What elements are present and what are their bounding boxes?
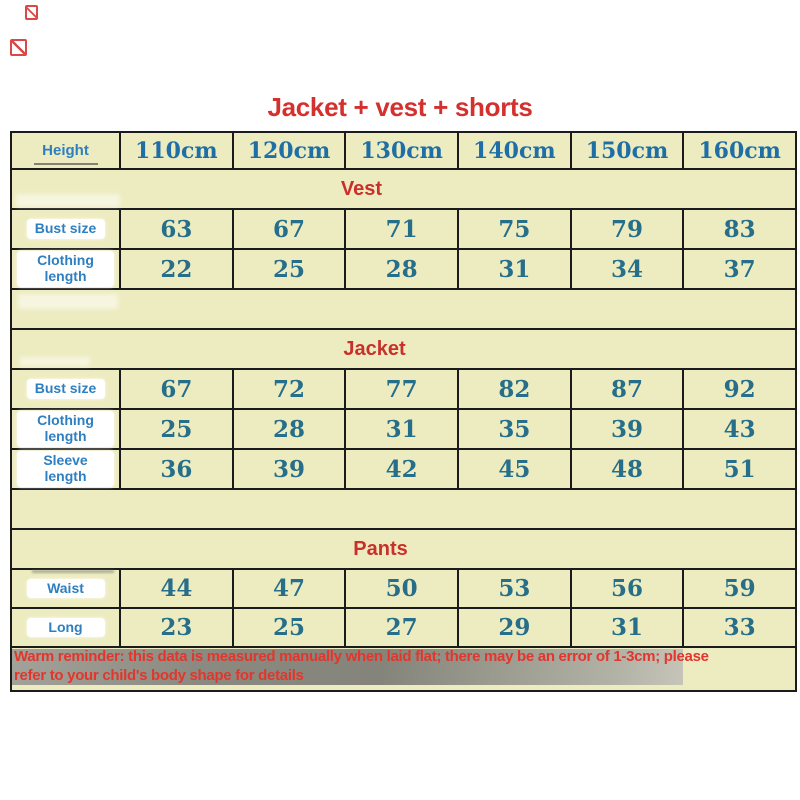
value-cell: 35	[457, 410, 570, 448]
value-cell: 37	[682, 250, 795, 288]
artifact-smudge	[16, 194, 120, 207]
value-cell: 47	[232, 570, 345, 607]
value-cell: 56	[570, 570, 683, 607]
disclaimer-row	[12, 648, 795, 689]
table-row	[12, 570, 795, 609]
section-row-vest	[12, 170, 795, 210]
value-cell: 42	[344, 450, 457, 488]
value-cell: 51	[682, 450, 795, 488]
artifact-smudge	[32, 570, 114, 573]
artifact-smudge	[20, 357, 90, 366]
table-row	[12, 410, 795, 450]
height-label: Height	[42, 142, 89, 159]
value-cell: 48	[570, 450, 683, 488]
value-cell: 25	[119, 410, 232, 448]
row-label: Sleeve length	[17, 451, 114, 486]
value-cell: 39	[232, 450, 345, 488]
table-row	[12, 210, 795, 250]
value-cell: 44	[119, 570, 232, 607]
section-title-pants: Pants	[353, 537, 408, 560]
spacer-row	[12, 290, 795, 330]
value-cell: 31	[344, 410, 457, 448]
size-column-header: 130cm	[344, 133, 457, 168]
table-row	[12, 450, 795, 490]
row-label: Bust size	[27, 379, 105, 399]
value-cell: 67	[232, 210, 345, 248]
value-cell: 39	[570, 410, 683, 448]
disclaimer-text-line1: Warm reminder: this data is measured manually when laid flat; there may be an error of 1-3cm; please	[14, 648, 709, 665]
red-stamp-icon	[10, 39, 27, 56]
value-cell: 87	[570, 370, 683, 408]
row-label: Long	[27, 618, 105, 638]
artifact-smudge	[18, 294, 118, 309]
value-cell: 31	[570, 609, 683, 646]
value-cell: 82	[457, 370, 570, 408]
section-row-jacket	[12, 330, 795, 370]
value-cell: 27	[344, 609, 457, 646]
value-cell: 29	[457, 609, 570, 646]
value-cell: 50	[344, 570, 457, 607]
value-cell: 23	[119, 609, 232, 646]
disclaimer-text-line2: refer to your child's body shape for details	[14, 667, 304, 684]
value-cell: 45	[457, 450, 570, 488]
value-cell: 79	[570, 210, 683, 248]
page-title: Jacket + vest + shorts	[267, 92, 533, 122]
value-cell: 63	[119, 210, 232, 248]
table-row	[12, 609, 795, 648]
value-cell: 75	[457, 210, 570, 248]
value-cell: 28	[344, 250, 457, 288]
value-cell: 59	[682, 570, 795, 607]
section-title-vest: Vest	[340, 177, 383, 200]
value-cell: 53	[457, 570, 570, 607]
value-cell: 31	[457, 250, 570, 288]
table-row	[12, 250, 795, 290]
section-title-jacket: Jacket	[343, 337, 406, 360]
value-cell: 22	[119, 250, 232, 288]
size-column-header: 110cm	[119, 133, 232, 168]
value-cell: 36	[119, 450, 232, 488]
height-header-cell	[12, 133, 119, 168]
size-chart-table	[10, 131, 797, 692]
header-row	[12, 133, 795, 170]
value-cell: 43	[682, 410, 795, 448]
row-label: Waist	[27, 579, 105, 599]
value-cell: 25	[232, 250, 345, 288]
spacer-row	[12, 490, 795, 530]
underline-mark	[34, 163, 98, 165]
size-column-header: 120cm	[232, 133, 345, 168]
value-cell: 71	[344, 210, 457, 248]
value-cell: 77	[344, 370, 457, 408]
size-column-header: 140cm	[457, 133, 570, 168]
value-cell: 33	[682, 609, 795, 646]
size-column-header: 150cm	[570, 133, 683, 168]
red-stamp-icon	[25, 5, 38, 20]
value-cell: 25	[232, 609, 345, 646]
row-label: Clothing length	[17, 411, 114, 446]
value-cell: 92	[682, 370, 795, 408]
section-row-pants	[12, 530, 795, 570]
value-cell: 83	[682, 210, 795, 248]
value-cell: 72	[232, 370, 345, 408]
value-cell: 67	[119, 370, 232, 408]
value-cell: 28	[232, 410, 345, 448]
value-cell: 34	[570, 250, 683, 288]
table-row	[12, 370, 795, 410]
size-column-header: 160cm	[682, 133, 795, 168]
row-label: Clothing length	[17, 251, 114, 286]
row-label: Bust size	[27, 219, 105, 239]
